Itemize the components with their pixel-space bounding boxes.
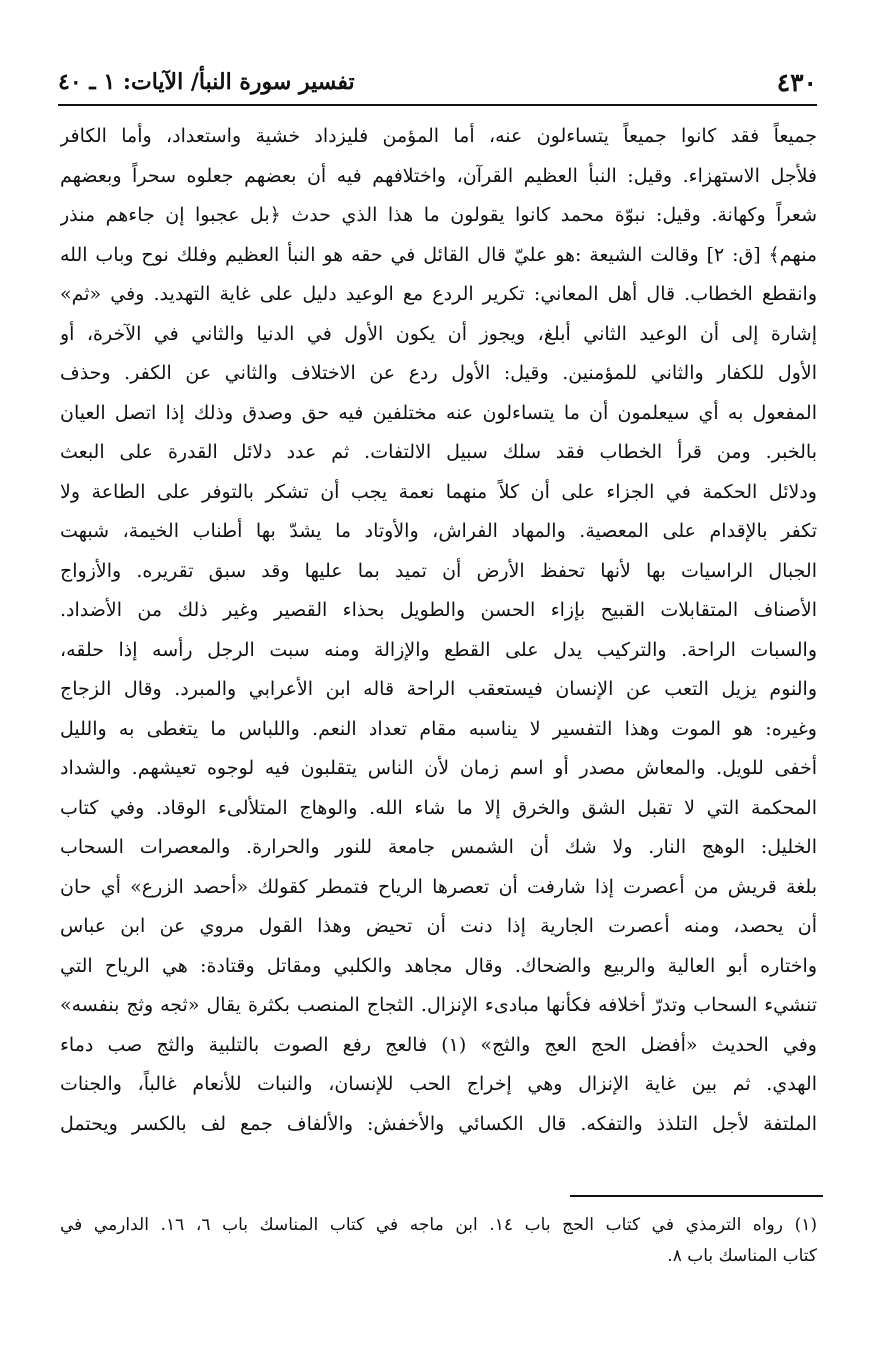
text-line: وانقطع الخطاب. قال أهل المعاني: تكرير الردع مع الوعيد دليل على غاية التهديد. وفي «ثم»	[60, 283, 817, 305]
text-line: تكفر بالإقدام على المعصية. والمهاد الفراش، والأوتاد ما يشدّ بها أطناب الخيمة، شبهت	[60, 520, 817, 542]
text-line: واختاره أبو العالية والربيع والضحاك. وقال مجاهد والكلبي ومقاتل وقتادة: هي الرياح التي	[60, 954, 817, 977]
text-line: الملتفة لأجل التلذذ والتفكه. قال الكسائي والأخفش: والألفاف جمع لف بالكسر ويحتمل	[60, 1112, 817, 1135]
text-line: الأول للكفار والثاني للمؤمنين. وقيل: الأول ردع عن الاختلاف والثاني عن الكفر. وحذف	[60, 362, 817, 384]
footnote-line: (١) رواه الترمذي في كتاب الحج باب ١٤. ابن ماجه في كتاب المناسك باب ٦، ١٦. الدارمي في	[60, 1215, 817, 1235]
text-line: الهدي. ثم بين غاية الإنزال وهي إخراج الحب للإنسان، والنبات للأنعام غالباً، والجنات	[60, 1073, 817, 1095]
footnote-rule	[570, 1195, 823, 1197]
footnotes	[60, 1210, 817, 1272]
text-line: أخفى للويل. والمعاش مصدر أو اسم زمان لأن الناس يتقلبون فيه لوجوه تعيشهم. والشداد	[60, 757, 817, 779]
text-line: والسبات الراحة. والتركيب يدل على القطع والإزالة ومنه سبت الرجل رأسه إذا حلقه،	[60, 638, 817, 661]
text-line: وفي الحديث «أفضل الحج العج والثج» (١) فالعج رفع الصوت بالتلبية والثج صب دماء	[60, 1033, 817, 1056]
text-line: بلغة قريش من أعصرت إذا شارفت أن تعصرها الرياح فتمطر كقولك «أحصد الزرع» أي حان	[60, 875, 817, 898]
text-line: الجبال الراسيات بها لأنها تحفظ الأرض أن تميد بما عليها وقد سبق تقريره. والأزواج	[60, 559, 817, 582]
text-line: إشارة إلى أن الوعيد الثاني أبلغ، ويجوز أن يكون الأول في الدنيا والثاني في الآخرة، أو	[60, 322, 817, 345]
text-line: منهم﴾ [ق: ٢] وقالت الشيعة :هو عليّ قال القائل في حقه هو النبأ العظيم وفلك نوح وباب الله	[60, 243, 817, 266]
text-line: أن يحصد، ومنه أعصرت الجارية إذا دنت أن تحيض وهذا القول مروي عن ابن عباس	[60, 915, 817, 937]
text-line: والنوم يزيل التعب عن الإنسان فيستعقب الراحة قاله ابن الأعرابي والمبرد. وقال الزجاج	[60, 678, 817, 700]
main-text	[60, 117, 817, 1144]
header-rule	[58, 104, 817, 106]
text-line: المفعول به أي سيعلمون أن ما يتساءلون عنه مختلفين فيه حق وصدق وذلك إذا اتصل العيان	[60, 401, 817, 424]
text-line: المحكمة التي لا تقبل الشق والخرق إلا ما شاء الله. والوهاج المتلألىء الوقاد. وفي كتاب	[60, 796, 817, 819]
text-line: جميعاً فقد كانوا جميعاً يتساءلون عنه، أما المؤمن فليزداد خشية واستعداد، وأما الكافر	[60, 125, 817, 147]
text-line: ودلائل الحكمة في الجزاء على أن كلاً منهما نعمة يجب أن تشكر بالتوفر على الطاعة ولا	[60, 480, 817, 503]
page-number: ٤٣٠	[776, 67, 817, 97]
running-title: تفسير سورة النبأ/ الآيات: ١ ـ ٤٠	[58, 69, 355, 95]
text-line: بالخبر. ومن قرأ الخطاب فقد سلك سبيل الالتفات. ثم عدد دلائل القدرة على البعث	[60, 441, 817, 463]
text-line: الخليل: الوهج النار. ولا شك أن الشمس جامعة للنور والحرارة. والمعصرات السحاب	[60, 836, 817, 858]
text-line: شعراً وكهانة. وقيل: نبوّة محمد كانوا يقولون ما هذا الذي حدث ﴿بل عجبوا إن جاءهم منذر	[60, 204, 817, 226]
footnote-line: كتاب المناسك باب ٨.	[667, 1246, 817, 1266]
text-line: الأصناف المتقابلات القبيح بإزاء الحسن والطويل بحذاء القصير وغير ذلك من الأضداد.	[60, 599, 817, 621]
text-line: فلأجل الاستهزاء. وقيل: النبأ العظيم القرآن، واختلافهم فيه أن بعضهم جعلوه سحراً وبعضهم	[60, 164, 817, 187]
text-line: تنشيء السحاب وتدرّ أخلافه فكأنها مبادىء الإنزال. الثجاج المنصب بكثرة يقال «ثجه وثج بنفسه»	[60, 994, 817, 1016]
text-line: وغيره: هو الموت وهذا التفسير لا يناسبه مقام تعداد النعم. واللباس ما يتغطى به والليل	[60, 717, 817, 740]
page-header	[58, 62, 817, 102]
